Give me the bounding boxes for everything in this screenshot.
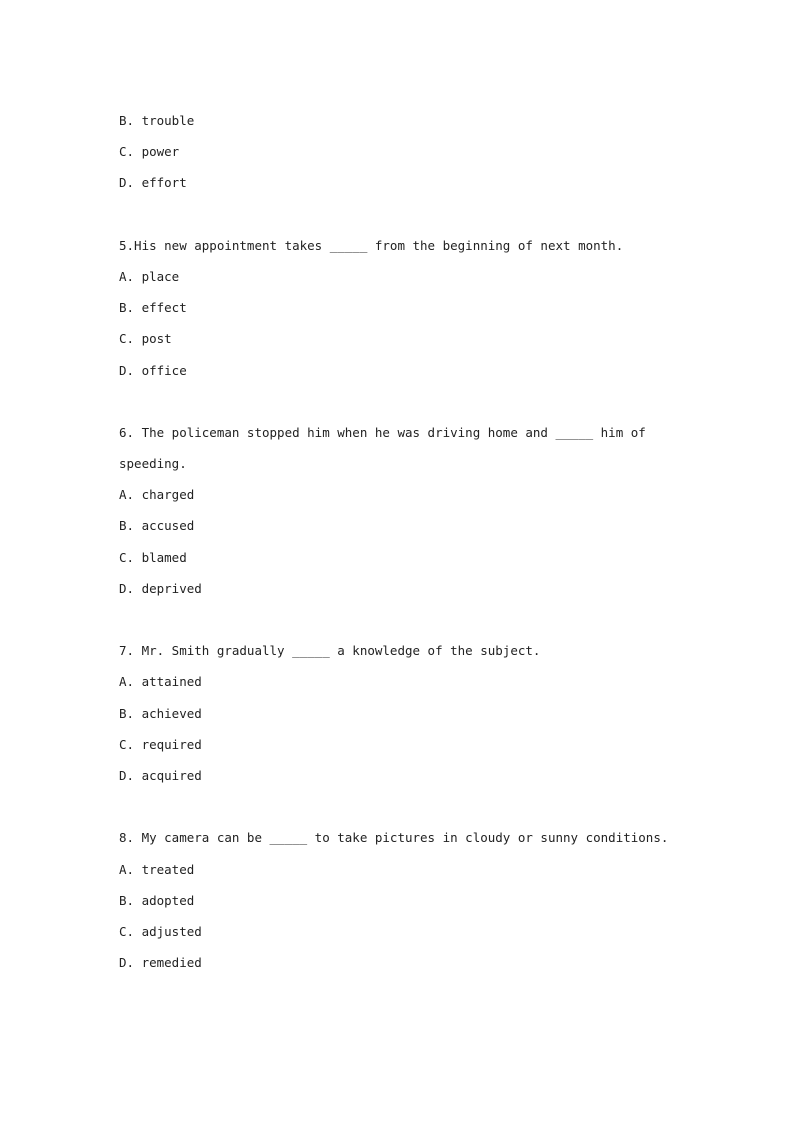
question-stem: 8. My camera can be _____ to take pictures in cloudy or sunny conditions. [119, 830, 669, 846]
question-stem: 7. Mr. Smith gradually _____ a knowledge of the subject. [119, 643, 541, 659]
option-a: A. attained [119, 674, 202, 690]
option-a: A. place [119, 268, 180, 284]
option-b: B. achieved [119, 705, 202, 721]
question-stem: 6. The policeman stopped him when he was driving home and _____ him of [119, 424, 646, 440]
document-page [119, 112, 679, 985]
spacer [119, 393, 679, 424]
option-a: A. treated [119, 861, 195, 877]
option-d: D. remedied [119, 955, 202, 971]
question-stem: 5.His new appointment takes _____ from the beginning of next month. [119, 237, 624, 253]
option-b: B. trouble [119, 113, 195, 128]
option-c: C. required [119, 736, 202, 752]
question-7 [119, 642, 679, 798]
option-c: C. post [119, 331, 172, 347]
spacer [119, 206, 679, 237]
option-b: B. accused [119, 518, 195, 534]
option-c: C. power [119, 144, 180, 160]
leading-options [119, 112, 679, 206]
option-d: D. office [119, 362, 187, 378]
spacer [119, 611, 679, 642]
option-c: C. blamed [119, 549, 187, 565]
option-b: B. adopted [119, 892, 195, 908]
option-a: A. charged [119, 487, 195, 503]
option-d: D. deprived [119, 580, 202, 596]
question-5 [119, 237, 679, 393]
option-d: D. acquired [119, 767, 202, 783]
option-d: D. effort [119, 175, 187, 191]
option-b: B. effect [119, 300, 187, 316]
spacer [119, 798, 679, 829]
question-stem-continued: speeding. [119, 456, 187, 472]
question-8 [119, 829, 679, 985]
question-6 [119, 424, 679, 611]
option-c: C. adjusted [119, 923, 202, 939]
